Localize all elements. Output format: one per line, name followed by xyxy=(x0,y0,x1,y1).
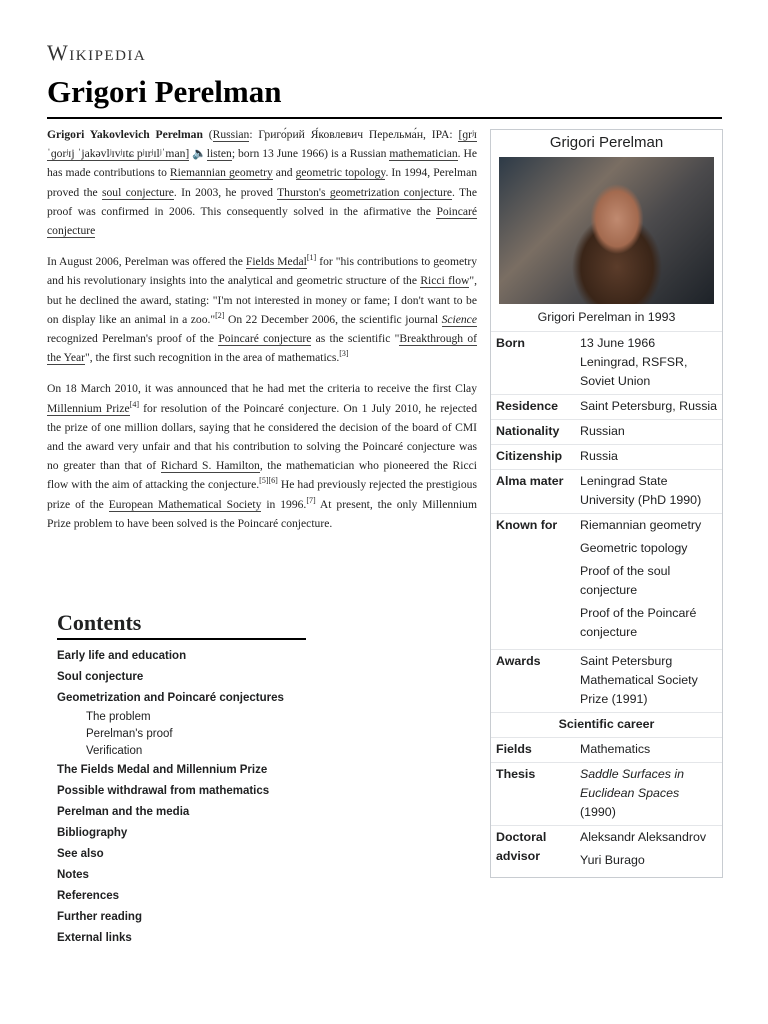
toc-item[interactable]: Bibliography xyxy=(57,827,128,839)
infobox xyxy=(490,129,723,878)
toc-subitem[interactable]: Perelman's proof xyxy=(86,728,173,740)
toc-item[interactable]: Possible withdrawal from mathematics xyxy=(57,785,270,797)
residence-label: Residence xyxy=(496,399,558,413)
link-poincare-conjecture[interactable]: Poincaré conjecture xyxy=(47,204,477,238)
known-for-item[interactable]: Proof of the Poincaré conjecture xyxy=(580,606,697,639)
text: He had previously rejected the prestigious prize of the xyxy=(47,478,477,511)
text: . He has made contributions to xyxy=(47,147,478,180)
link-fields-medal[interactable]: Fields Medal xyxy=(245,255,307,269)
link-poincare-conjecture[interactable]: Poincaré conjecture xyxy=(218,332,312,346)
text: ", but he declined the award, stating: "I'm not interested in money or fame; I don't want to be on display like an animal in a zoo." xyxy=(47,274,478,326)
link-thurston-conjecture[interactable]: Thurston's geometrization conjecture xyxy=(277,185,452,199)
infobox-row-known-for xyxy=(491,513,722,649)
russian-name: Григо́рий Я́ковлевич Перельма́н xyxy=(258,128,424,141)
text: in 1996. xyxy=(261,497,307,511)
article-body xyxy=(47,125,477,545)
text: , the mathematician who pioneered the Ricci flow with the aim of attacking the conjecture. xyxy=(47,459,477,492)
link-breakthrough-of-the-year[interactable]: Breakthrough of the Year xyxy=(47,332,477,365)
toc-item[interactable]: Soul conjecture xyxy=(57,671,144,683)
toc-item[interactable]: External links xyxy=(57,932,132,944)
text: for resolution of the Poincaré conjecture. On 1 July 2010, he rejected the prize of one million dollars, saying that he considered the decision of the board of CMI and the award very unfair and that his contribution to solving the Poincaré conjecture was no greater than that of xyxy=(47,401,478,473)
reference-1[interactable]: [1] xyxy=(306,253,317,263)
toc-item[interactable]: Notes xyxy=(57,869,89,881)
reference-4[interactable]: [4] xyxy=(129,399,140,409)
intro-paragraph-3 xyxy=(47,379,477,533)
toc-item[interactable]: The Fields Medal and Millennium Prize xyxy=(57,764,268,776)
infobox-row-doctoral-advisor xyxy=(491,825,722,877)
listen-link[interactable]: listen xyxy=(206,147,232,161)
link-millennium-prize[interactable]: Millennium Prize xyxy=(47,401,130,415)
alma-mater-value: Leningrad State University (PhD 1990) xyxy=(580,474,702,507)
infobox-row-nationality xyxy=(491,419,722,444)
toc-item[interactable]: See also xyxy=(57,848,104,860)
infobox-row-fields xyxy=(491,737,722,762)
infobox-title: Grigori Perelman xyxy=(549,134,664,151)
link-mathematician[interactable]: mathematician xyxy=(389,147,458,161)
doctoral-advisor-label: Doctoral advisor xyxy=(496,830,547,863)
toc-subitem[interactable]: Verification xyxy=(86,745,143,757)
toc-item[interactable]: Further reading xyxy=(57,911,142,923)
page-title: Grigori Perelman xyxy=(47,74,282,109)
text: On 22 December 2006, the scientific journal xyxy=(224,312,442,326)
title-divider xyxy=(47,117,722,119)
text: In August 2006, Perelman was offered the xyxy=(47,255,246,269)
born-place: Leningrad, RSFSR, Soviet Union xyxy=(580,355,688,388)
ipa-prefix: IPA: xyxy=(431,128,459,141)
toc-item[interactable]: Early life and education xyxy=(57,650,187,662)
link-russian[interactable]: Russian xyxy=(212,128,250,141)
thesis-title: Saddle Surfaces in Euclidean Spaces xyxy=(580,767,685,800)
infobox-row-citizenship xyxy=(491,444,722,469)
text: On 18 March 2010, it was announced that he had met the criteria to receive the first Clay xyxy=(47,382,477,396)
residence-value: Saint Petersburg, Russia xyxy=(580,399,718,413)
intro-paragraph-2 xyxy=(47,252,477,367)
alma-mater-label: Alma mater xyxy=(496,474,564,488)
citizenship-value: Russia xyxy=(580,449,618,463)
ipa-pronunciation[interactable]: [ɡrʲɪˈɡorʲɪj ˈjakəvlʲɪvʲɪtɕ pʲɪrʲɪlʲˈman] xyxy=(47,128,478,161)
link-european-mathematical-society[interactable]: European Mathematical Society xyxy=(108,497,262,511)
text: At present, the only Millennium Prize problem to have been solved is the Poincaré conjecture. xyxy=(47,497,477,530)
toc-subitem[interactable]: The problem xyxy=(86,711,151,723)
table-of-contents xyxy=(57,610,307,949)
nationality-value: Russian xyxy=(580,424,625,438)
fields-value: Mathematics xyxy=(580,742,651,756)
fields-label: Fields xyxy=(496,742,532,756)
scientific-career-heading: Scientific career xyxy=(491,712,722,737)
reference-3[interactable]: [3] xyxy=(339,349,349,359)
infobox-row-born xyxy=(491,331,722,394)
known-for-item[interactable]: Proof of the soul conjecture xyxy=(580,564,671,597)
link-richard-hamilton[interactable]: Richard S. Hamilton xyxy=(160,459,260,473)
infobox-row-awards xyxy=(491,649,722,712)
link-ricci-flow[interactable]: Ricci flow xyxy=(420,274,470,288)
awards-label: Awards xyxy=(496,654,541,668)
text: ", the first such recognition in the area of mathematics. xyxy=(85,351,340,365)
link-geometric-topology[interactable]: geometric topology xyxy=(295,166,386,180)
text: recognized Perelman's proof of the xyxy=(47,332,219,346)
link-science-journal[interactable]: Science xyxy=(441,312,477,326)
doctoral-advisor-item[interactable]: Yuri Burago xyxy=(580,853,645,867)
text: . The proof was confirmed in 2006. This consequently solved in the afirmative the xyxy=(47,185,477,218)
wikipedia-logo[interactable]: Wikipedia xyxy=(47,40,147,65)
subject-name: Grigori Yakovlevich Perelman xyxy=(47,128,203,141)
born-date: 13 June 1966 xyxy=(580,336,656,350)
text: ; born 13 June 1966) is a Russian xyxy=(231,147,390,161)
reference-5-6[interactable]: [5][6] xyxy=(259,476,278,486)
known-for-label: Known for xyxy=(496,518,558,532)
speaker-icon[interactable]: 🔈 xyxy=(192,147,207,161)
portrait-photo[interactable] xyxy=(499,157,714,304)
text: and xyxy=(272,166,296,180)
contents-heading: Contents xyxy=(57,610,306,640)
known-for-item[interactable]: Geometric topology xyxy=(580,541,688,555)
text: for "his contributions to geometry and his revolutionary insights into the analytical and geometric structure of the xyxy=(47,255,478,288)
doctoral-advisor-item[interactable]: Aleksandr Aleksandrov xyxy=(580,830,707,844)
thesis-year: (1990) xyxy=(580,805,616,819)
text: . In 2003, he proved xyxy=(173,185,278,199)
nationality-label: Nationality xyxy=(496,424,560,438)
doctoral-advisor-value xyxy=(580,828,722,874)
reference-2[interactable]: [2] xyxy=(215,310,225,320)
born-label: Born xyxy=(496,336,525,350)
link-soul-conjecture[interactable]: soul conjecture xyxy=(102,185,174,199)
infobox-row-residence xyxy=(491,394,722,419)
known-for-value xyxy=(580,516,722,646)
known-for-item[interactable]: Riemannian geometry xyxy=(580,518,702,532)
toc-item[interactable]: Perelman and the media xyxy=(57,806,190,818)
toc-item[interactable]: References xyxy=(57,890,120,902)
link-riemannian-geometry[interactable]: Riemannian geometry xyxy=(169,166,273,180)
awards-value: Saint Petersburg Mathematical Society Prize (1991) xyxy=(580,654,698,706)
photo-caption: Grigori Perelman in 1993 xyxy=(537,310,676,324)
infobox-row-alma-mater xyxy=(491,469,722,513)
intro-paragraph-1: Grigori Yakovlevich Perelman (Russian: Григо́рий Я́ковлевич Перельма́н, IPA: [ɡrʲɪˈɡorʲɪj ˈjakəvlʲɪvʲɪtɕ pʲɪrʲɪlʲˈman] 🔈listen; born 13 June 1966) is a Russian mathematician. He has made contributions to Riemannian geometry and geometric topology. In 1994, Perelman proved the soul conjecture. In 2003, he proved Thurston's geometrization conjecture. The proof was confirmed in 2006. This consequently solved in the afirmative the Poincaré conjecture xyxy=(47,128,478,238)
thesis-label: Thesis xyxy=(496,767,536,781)
infobox-row-thesis xyxy=(491,762,722,825)
reference-7[interactable]: [7] xyxy=(306,495,316,505)
toc-item[interactable]: Geometrization and Poincaré conjectures xyxy=(57,692,284,704)
citizenship-label: Citizenship xyxy=(496,449,563,463)
toc-list xyxy=(57,646,307,949)
thesis-value xyxy=(580,765,722,822)
born-value xyxy=(580,334,722,391)
text: as the scientific " xyxy=(311,332,400,346)
text: . In 1994, Perelman proved the xyxy=(47,166,478,199)
